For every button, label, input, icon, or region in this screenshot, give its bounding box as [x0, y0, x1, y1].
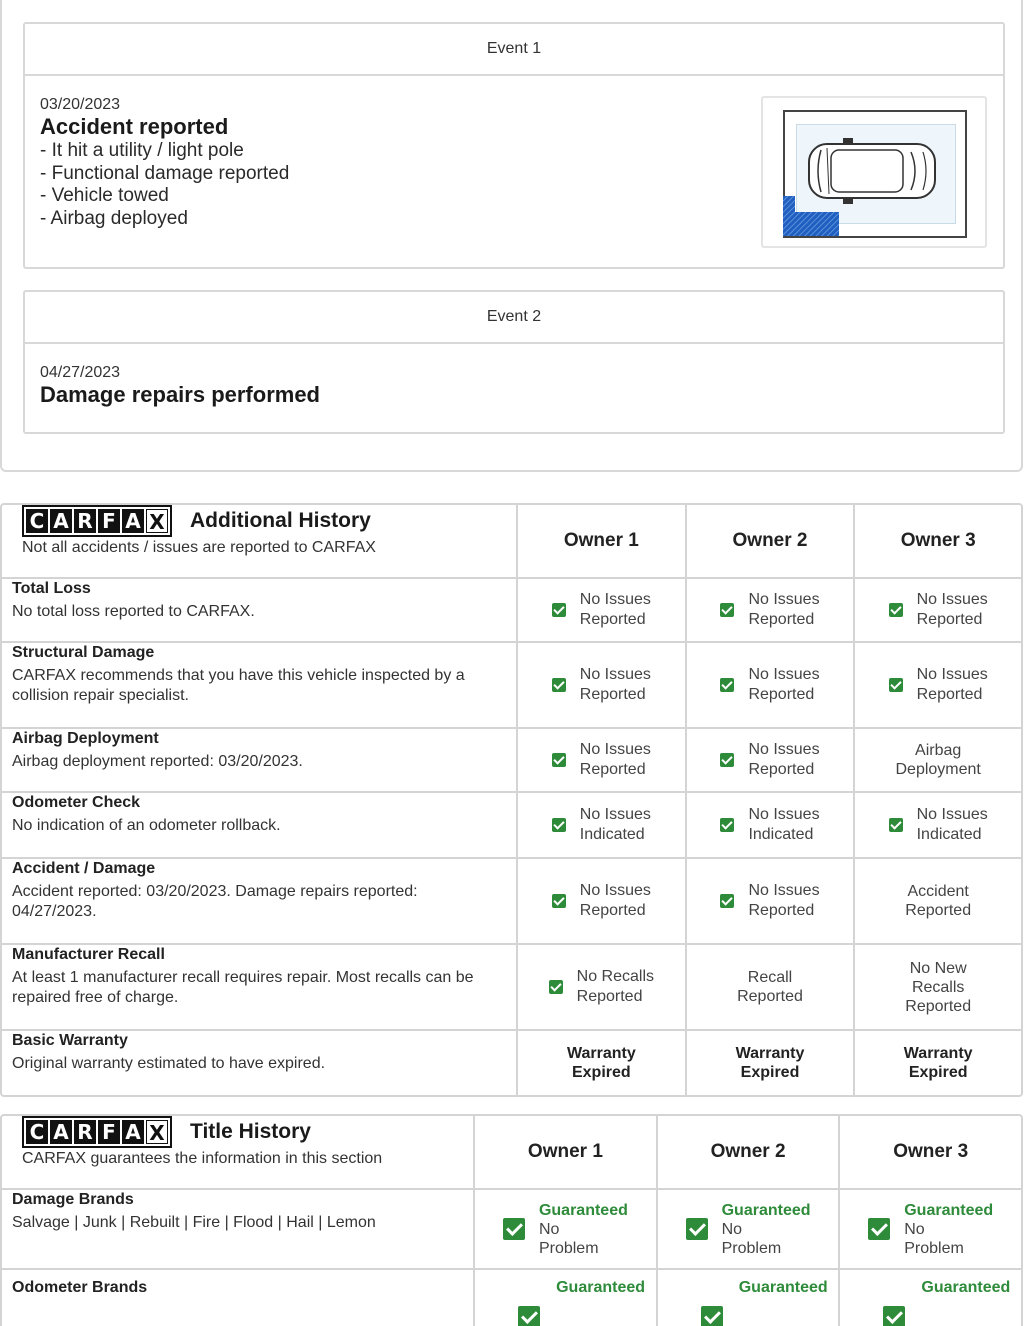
- status-text: Problem: [904, 1239, 964, 1257]
- row-description: [2, 1031, 516, 1095]
- status-text: No Issues Reported: [579, 741, 651, 778]
- status-text: No Issues Indicated: [916, 806, 988, 843]
- row-text: Accident reported: 03/20/2023. Damage repairs reported: 04/27/2023.: [12, 883, 418, 920]
- table-header-row: [2, 505, 1021, 579]
- owner-column-header: Owner 2: [656, 1116, 839, 1188]
- owner-status-cell: [853, 579, 1021, 641]
- event-header: Event 2: [25, 292, 1003, 344]
- row-text: CARFAX recommends that you have this vehicle inspected by a collision repair specialist.: [12, 667, 465, 704]
- table-row: [2, 1190, 1021, 1270]
- owner-status-cell: [473, 1270, 656, 1326]
- row-text: No total loss reported to CARFAX.: [12, 603, 255, 620]
- owner-status-cell: [853, 793, 1021, 857]
- event-card-1: [23, 22, 1005, 269]
- status-text: No Issues Reported: [579, 591, 651, 628]
- owner-status-cell: [516, 729, 685, 791]
- check-icon: [503, 1218, 525, 1240]
- row-text: Airbag deployment reported: 03/20/2023.: [12, 753, 303, 770]
- damage-diagram: [761, 96, 987, 248]
- owner-status-cell: [838, 1190, 1021, 1268]
- table-row: [2, 793, 1021, 859]
- row-description: [2, 793, 516, 857]
- owner-status-cell: [853, 729, 1021, 791]
- owner-status-cell: [473, 1190, 656, 1268]
- warranty-status: Warranty Expired: [903, 1045, 973, 1081]
- status-text: Recall Reported: [737, 969, 803, 1005]
- owner-column-header: Owner 1: [516, 505, 685, 577]
- table-row: [2, 945, 1021, 1031]
- table-row: [2, 859, 1021, 945]
- carfax-logo: C A R F A X: [22, 505, 172, 537]
- owner-status-cell: [516, 1031, 685, 1095]
- guarantee-label: Guaranteed: [921, 1279, 1011, 1296]
- row-title: Damage Brands: [12, 1191, 134, 1208]
- check-icon: [889, 818, 903, 832]
- table-row: [2, 1270, 1021, 1326]
- status-text: Problem: [721, 1239, 782, 1257]
- row-text: No indication of an odometer rollback.: [12, 817, 281, 834]
- owner-status-cell: [853, 859, 1021, 943]
- event-date: 03/20/2023: [40, 96, 121, 113]
- section-brand: [2, 505, 516, 577]
- check-icon: [549, 980, 563, 994]
- row-description: [2, 1190, 473, 1268]
- status-text: No Recalls Reported: [576, 968, 655, 1005]
- owner-status-cell: [685, 793, 854, 857]
- check-icon: [889, 678, 903, 692]
- guarantee-label: Guaranteed: [721, 1201, 811, 1219]
- row-text: Salvage | Junk | Rebuilt | Fire | Flood | Hail | Lemon: [12, 1214, 376, 1231]
- status-text: No Issues Reported: [748, 741, 820, 778]
- check-icon: [883, 1306, 905, 1326]
- table-row: [2, 643, 1021, 729]
- status-text: No Issues Indicated: [579, 806, 651, 843]
- status-text: Accident Reported: [905, 883, 972, 919]
- owner-status-cell: [656, 1190, 839, 1268]
- table-header-row: [2, 1116, 1021, 1190]
- row-title: Accident / Damage: [12, 860, 156, 877]
- status-text: No New Recalls Reported: [905, 959, 972, 1015]
- row-title: Airbag Deployment: [12, 730, 159, 747]
- section-brand: [2, 1116, 473, 1188]
- owner-status-cell: [516, 643, 685, 727]
- event-body: [25, 344, 1003, 408]
- check-icon: [552, 894, 566, 908]
- event-detail: - Airbag deployed: [40, 207, 188, 229]
- warranty-status: Warranty Expired: [735, 1045, 805, 1081]
- row-text: At least 1 manufacturer recall requires repair. Most recalls can be repaired free of charge.: [12, 969, 474, 1006]
- owner-column-header: Owner 3: [853, 505, 1021, 577]
- owner-status-cell: [685, 643, 854, 727]
- owner-status-cell: [685, 1031, 854, 1095]
- status-text: No Issues Reported: [916, 591, 988, 628]
- events-panel: [0, 0, 1023, 472]
- row-title: Odometer Brands: [12, 1279, 148, 1296]
- status-text: No: [721, 1220, 743, 1238]
- owner-status-cell: [656, 1270, 839, 1326]
- table-row: [2, 729, 1021, 793]
- status-text: No: [904, 1220, 925, 1238]
- owner-status-cell: [853, 945, 1021, 1029]
- guarantee-label: Guaranteed: [738, 1279, 828, 1296]
- check-icon: [720, 753, 734, 767]
- section-subtitle: CARFAX guarantees the information in this section: [22, 1150, 383, 1167]
- event-detail: - It hit a utility / light pole: [40, 140, 244, 161]
- event-detail: - Functional damage reported: [40, 162, 290, 184]
- status-text: Airbag Deployment: [895, 742, 981, 778]
- check-icon: [720, 818, 734, 832]
- owner-status-cell: [685, 859, 854, 943]
- check-icon: [868, 1218, 890, 1240]
- owner-column-header: Owner 1: [473, 1116, 656, 1188]
- status-text: No Issues Reported: [748, 882, 820, 919]
- diagram-frame: [783, 110, 967, 238]
- row-description: [2, 579, 516, 641]
- check-icon: [701, 1306, 723, 1326]
- damage-zone: [783, 196, 839, 236]
- row-text: Original warranty estimated to have expired.: [12, 1055, 326, 1072]
- owner-status-cell: [838, 1270, 1021, 1326]
- owner-column-header: Owner 2: [685, 505, 854, 577]
- event-detail: - Vehicle towed: [40, 185, 169, 206]
- row-title: Odometer Check: [12, 794, 141, 811]
- guarantee-label: Guaranteed: [904, 1201, 994, 1219]
- event-body: [25, 76, 1003, 230]
- owner-status-cell: [853, 643, 1021, 727]
- check-icon: [720, 894, 734, 908]
- owner-status-cell: [853, 1031, 1021, 1095]
- event-header: Event 1: [25, 24, 1003, 76]
- owner-status-cell: [685, 729, 854, 791]
- status-text: No Issues Reported: [579, 666, 651, 703]
- owner-status-cell: [516, 859, 685, 943]
- section-title: Title History: [190, 1120, 311, 1143]
- status-text: No Issues Reported: [579, 882, 651, 919]
- row-title: Manufacturer Recall: [12, 946, 165, 963]
- check-icon: [686, 1218, 708, 1240]
- section-title: Additional History: [190, 509, 371, 532]
- event-date: 04/27/2023: [40, 364, 121, 381]
- carfax-logo: C A R F A X: [22, 1116, 172, 1148]
- check-icon: [552, 603, 566, 617]
- row-description: [2, 643, 516, 727]
- owner-status-cell: [516, 579, 685, 641]
- table-row: [2, 579, 1021, 643]
- check-icon: [720, 678, 734, 692]
- car-top-view-icon: [783, 110, 967, 238]
- check-icon: [552, 753, 566, 767]
- owner-status-cell: [516, 793, 685, 857]
- row-description: [2, 859, 516, 943]
- owner-status-cell: [516, 945, 685, 1029]
- owner-status-cell: [685, 945, 854, 1029]
- event-title: Damage repairs performed: [40, 382, 320, 407]
- check-icon: [552, 678, 566, 692]
- row-description: [2, 729, 516, 791]
- owner-status-cell: [685, 579, 854, 641]
- section-subtitle: Not all accidents / issues are reported to CARFAX: [22, 539, 376, 556]
- check-icon: [720, 603, 734, 617]
- event-title: Accident reported: [40, 114, 229, 139]
- row-title: Basic Warranty: [12, 1032, 128, 1049]
- check-icon: [889, 603, 903, 617]
- guarantee-label: Guaranteed: [556, 1279, 646, 1296]
- status-text: No Issues Reported: [748, 666, 820, 703]
- event-card-2: [23, 290, 1005, 434]
- status-text: No Issues Reported: [916, 666, 988, 703]
- status-text: No Issues Reported: [748, 591, 820, 628]
- status-text: Problem: [538, 1239, 599, 1257]
- additional-history-table: [0, 503, 1023, 1097]
- table-row: [2, 1031, 1021, 1095]
- warranty-status: Warranty Expired: [566, 1045, 636, 1081]
- row-description: [2, 1270, 473, 1326]
- check-icon: [552, 818, 566, 832]
- check-icon: [518, 1306, 540, 1326]
- row-title: Structural Damage: [12, 644, 155, 661]
- row-title: Total Loss: [12, 580, 91, 597]
- status-text: No Issues Indicated: [748, 806, 820, 843]
- title-history-table: [0, 1114, 1023, 1326]
- row-description: [2, 945, 516, 1029]
- status-text: No: [538, 1220, 560, 1238]
- guarantee-label: Guaranteed: [538, 1201, 628, 1219]
- owner-column-header: Owner 3: [838, 1116, 1021, 1188]
